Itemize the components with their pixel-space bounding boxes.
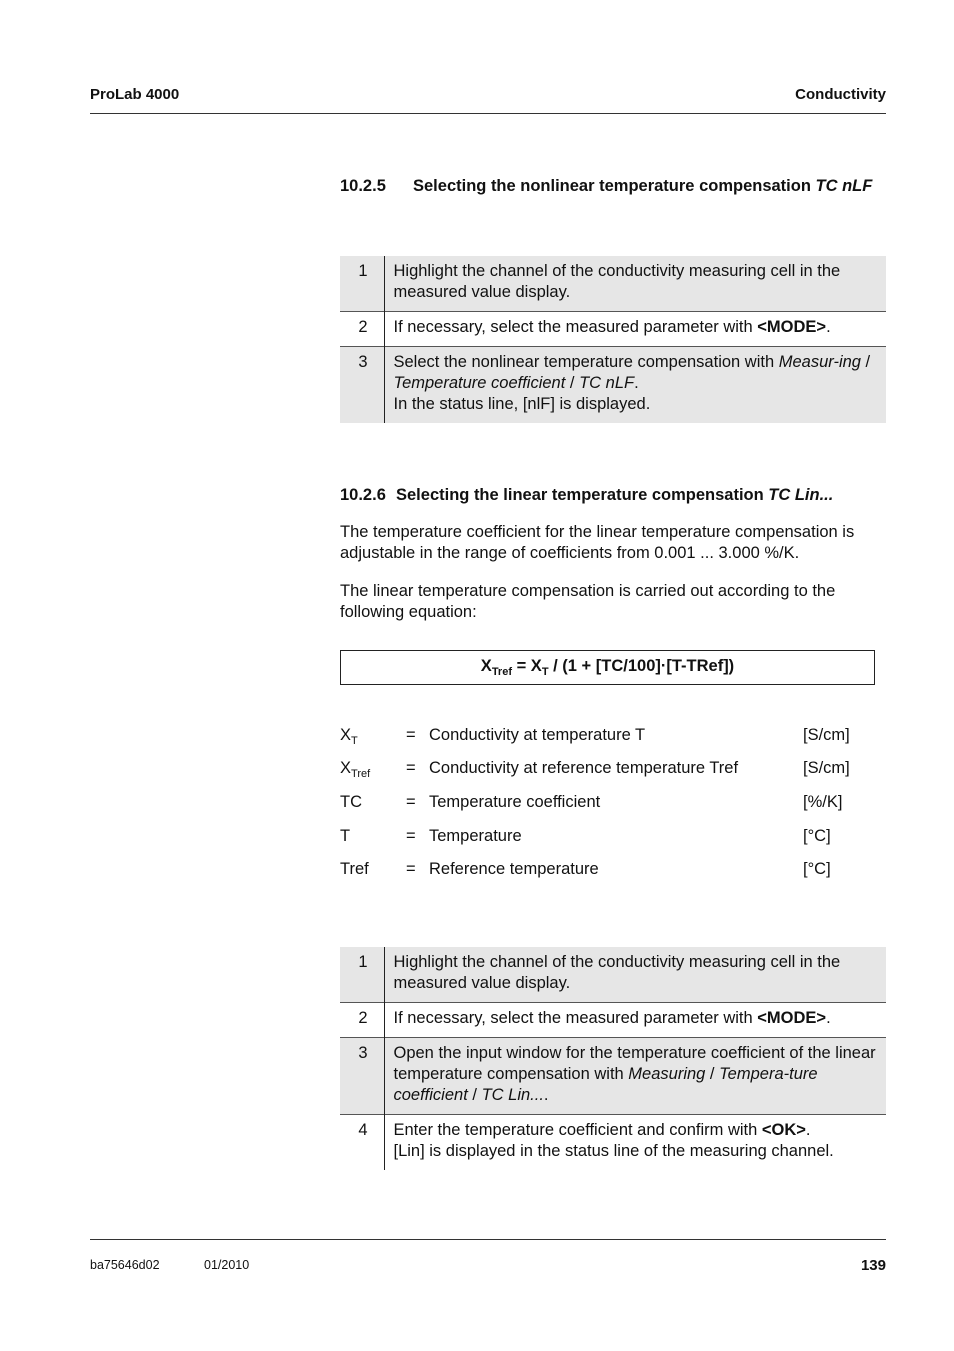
step-number: 3	[340, 1038, 384, 1115]
step-number: 2	[340, 312, 384, 347]
step-text: If necessary, select the measured parameter with <MODE>.	[384, 1003, 886, 1038]
definition-symbol: TC	[340, 793, 362, 811]
step-row	[340, 947, 886, 1003]
definition-description: Conductivity at temperature T	[429, 726, 646, 744]
footer-rule	[90, 1239, 886, 1240]
definition-row	[340, 759, 886, 781]
definition-unit: [°C]	[803, 860, 831, 878]
steps-table-nonlinear	[340, 256, 886, 423]
step-number: 3	[340, 347, 384, 424]
section-title: Selecting the linear temperature compensation TC Lin...	[396, 486, 834, 504]
header-rule	[90, 113, 886, 114]
step-number: 1	[340, 256, 384, 312]
step-text: If necessary, select the measured parameter with <MODE>.	[384, 312, 886, 347]
step-number: 2	[340, 1003, 384, 1038]
definition-unit: [°C]	[803, 827, 831, 845]
definition-symbol: $X_{Tref}$	[340, 759, 371, 780]
step-number: 1	[340, 947, 384, 1003]
definition-equals: =	[406, 860, 416, 878]
definition-unit: [%/K]	[803, 793, 843, 811]
definition-equals: =	[406, 793, 416, 811]
step-text: Highlight the channel of the conductivity measuring cell in the measured value display.	[384, 256, 886, 312]
step-row	[340, 1038, 886, 1115]
step-row	[340, 1115, 886, 1171]
definition-unit: [S/cm]	[803, 726, 850, 744]
step-number: 4	[340, 1115, 384, 1171]
definition-row	[340, 726, 886, 748]
step-text: Highlight the channel of the conductivity measuring cell in the measured value display.	[384, 947, 886, 1003]
definition-symbol: Tref	[340, 860, 369, 878]
definition-description: Conductivity at reference temperature Tref	[429, 759, 739, 777]
section-number: 10.2.6	[340, 486, 386, 504]
definition-row	[340, 860, 886, 882]
step-text: Open the input window for the temperature coefficient of the linear temperature compensation with Measuring / Tempera-ture coefficient / TC Lin....	[384, 1038, 886, 1115]
definition-row	[340, 827, 886, 849]
step-text: Enter the temperature coefficient and confirm with <OK>. [Lin] is displayed in the status line of the measuring channel.	[384, 1115, 886, 1171]
page-number: 139	[860, 1257, 886, 1274]
paragraph-equation-intro: The linear temperature compensation is carried out according to the following equation:	[340, 582, 836, 621]
definition-description: Reference temperature	[429, 860, 599, 878]
header-chapter: Conductivity	[795, 86, 886, 103]
equation-box: $X_{Tref} = X_T / (1$ + [TC/100]·[T-TRef])	[340, 650, 875, 685]
step-row	[340, 256, 886, 312]
step-row	[340, 347, 886, 424]
definition-description: Temperature	[429, 827, 522, 845]
step-row	[340, 312, 886, 347]
step-row	[340, 1003, 886, 1038]
definition-unit: [S/cm]	[803, 759, 850, 777]
steps-table-linear	[340, 947, 886, 1170]
paragraph-coefficient-range: The temperature coefficient for the linear temperature compensation is adjustable in the range of coefficients from 0.001 ... 3.000 %/K.	[340, 523, 855, 562]
definition-symbol: $X_T$	[340, 726, 358, 747]
definition-symbol: T	[340, 827, 351, 845]
definition-equals: =	[406, 759, 416, 777]
definition-description: Temperature coefficient	[429, 793, 601, 811]
section-number: 10.2.5	[340, 177, 386, 195]
step-text: Select the nonlinear temperature compensation with Measur-ing / Temperature coefficient / TC nLF. In the status line, [nlF] is displayed.	[384, 347, 886, 424]
section-title: Selecting the nonlinear temperature compensation TC nLF	[413, 177, 873, 195]
definition-row	[340, 793, 886, 815]
header-product: ProLab 4000	[90, 86, 180, 103]
footer-document-code: ba75646d02	[90, 1258, 160, 1272]
definition-equals: =	[406, 726, 416, 744]
definition-equals: =	[406, 827, 416, 845]
footer-date: 01/2010	[204, 1258, 250, 1272]
